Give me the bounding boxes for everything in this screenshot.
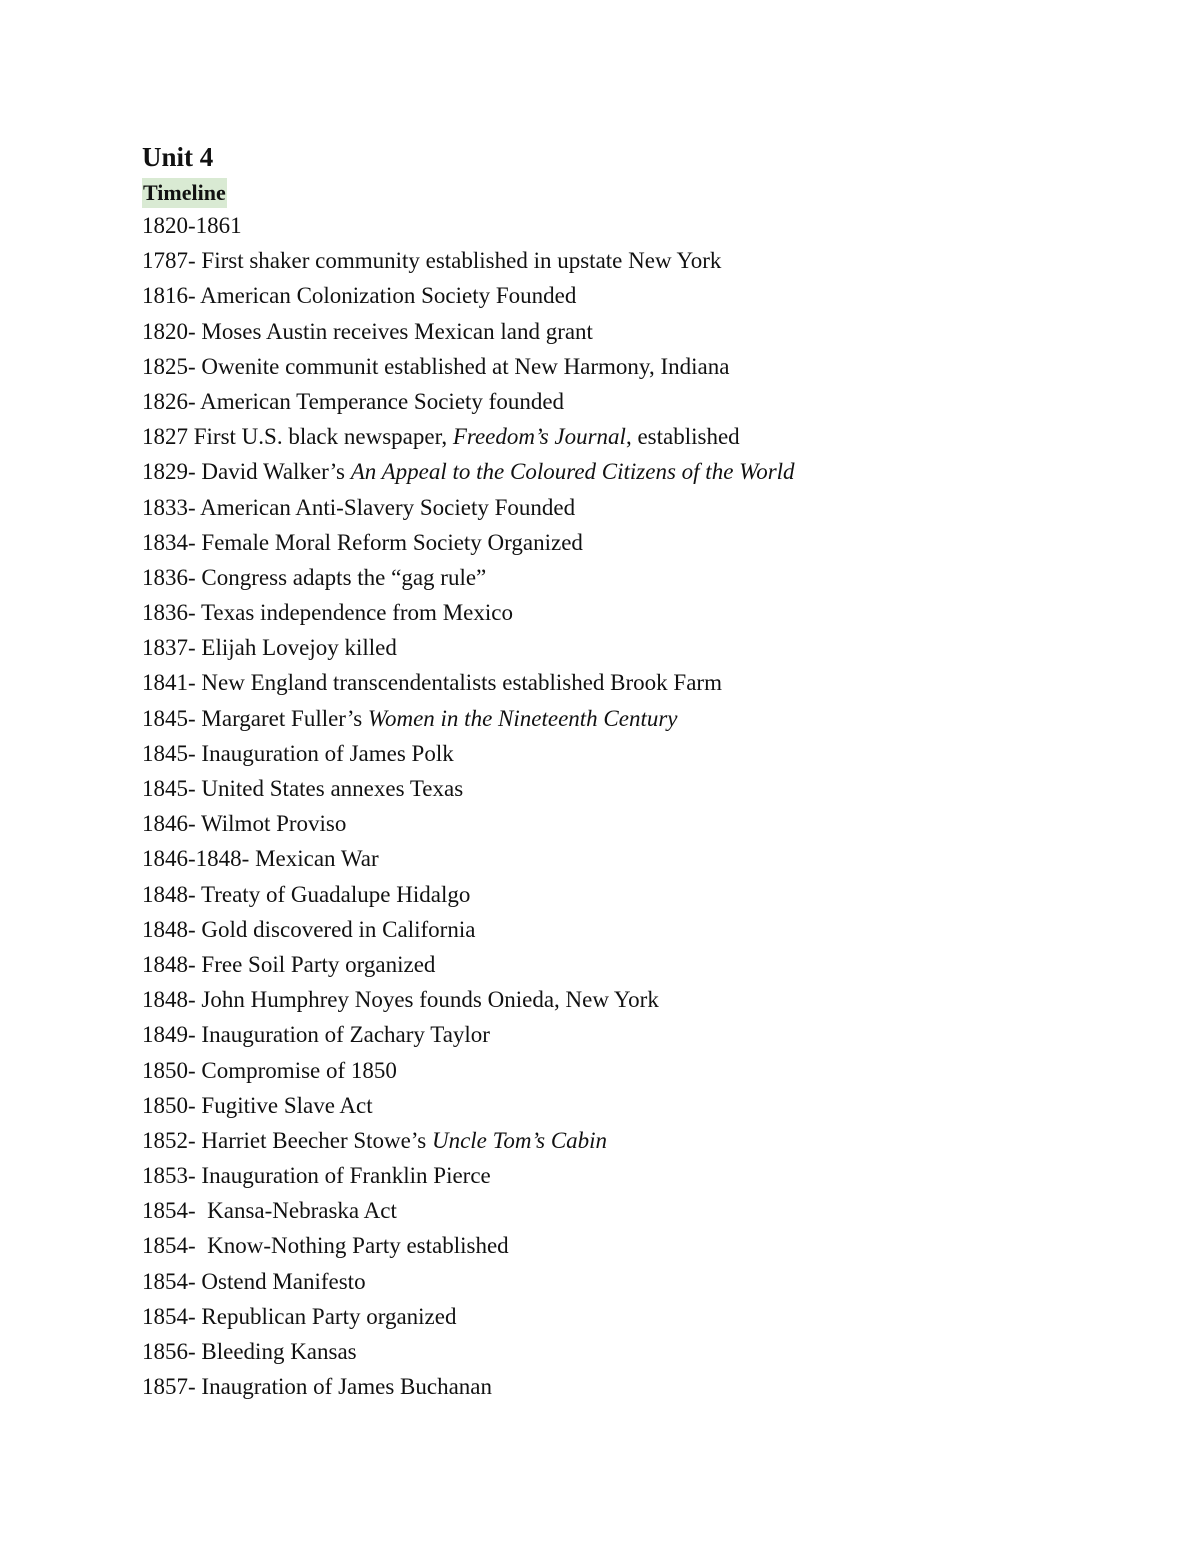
- entry-text: 1850- Compromise of 1850: [142, 1057, 397, 1083]
- timeline-entry: [142, 349, 1142, 384]
- entry-text: 1845- Margaret Fuller’s: [142, 705, 368, 731]
- entry-text: 1837- Elijah Lovejoy killed: [142, 635, 397, 661]
- entry-text: 1849- Inauguration of Zachary Taylor: [142, 1022, 490, 1048]
- unit-title: Unit 4: [142, 142, 214, 172]
- entry-text: 1853- Inauguration of Franklin Pierce: [142, 1163, 491, 1189]
- timeline-entry: [142, 841, 1142, 876]
- timeline-list: [142, 243, 1142, 1404]
- entry-text: 1852- Harriet Beecher Stowe’s: [142, 1127, 432, 1153]
- timeline-heading: Timeline: [142, 178, 227, 208]
- entry-text: 1854- Kansa-Nebraska Act: [142, 1198, 397, 1224]
- timeline-entry: [142, 1017, 1142, 1052]
- timeline-entry: [142, 1264, 1142, 1299]
- entry-text: 1829- David Walker’s: [142, 459, 351, 485]
- timeline-entry: [142, 1053, 1142, 1088]
- timeline-entry: [142, 736, 1142, 771]
- timeline-entry: [142, 490, 1142, 525]
- document-page: [142, 138, 1142, 1404]
- entry-text: 1854- Ostend Manifesto: [142, 1268, 366, 1294]
- entry-text: 1854- Know-Nothing Party established: [142, 1233, 509, 1259]
- entry-text: 1836- Congress adapts the “gag rule”: [142, 564, 487, 590]
- timeline-entry: [142, 771, 1142, 806]
- entry-text: 1845- Inauguration of James Polk: [142, 740, 454, 766]
- entry-text: 1848- Free Soil Party organized: [142, 951, 436, 977]
- entry-work-title: An Appeal to the Coloured Citizens of the World: [350, 459, 795, 485]
- entry-text: 1841- New England transcendentalists established Brook Farm: [142, 670, 722, 696]
- timeline-entry: [142, 701, 1142, 736]
- timeline-entry: [142, 806, 1142, 841]
- entry-text: 1846-1848- Mexican War: [142, 846, 379, 872]
- timeline-entry: [142, 595, 1142, 630]
- timeline-entry: [142, 1334, 1142, 1369]
- timeline-entry: [142, 1158, 1142, 1193]
- timeline-entry: [142, 877, 1142, 912]
- entry-text: 1820- Moses Austin receives Mexican land grant: [142, 318, 593, 344]
- timeline-entry: [142, 419, 1142, 454]
- timeline-entry: [142, 560, 1142, 595]
- timeline-entry: [142, 1193, 1142, 1228]
- entry-text-suffix: , established: [625, 424, 740, 450]
- entry-text: 1833- American Anti-Slavery Society Founded: [142, 494, 576, 520]
- entry-text: 1826- American Temperance Society founded: [142, 388, 565, 414]
- entry-text: 1827 First U.S. black newspaper,: [142, 424, 453, 450]
- timeline-entry: [142, 1299, 1142, 1334]
- timeline-entry: [142, 278, 1142, 313]
- timeline-entry: [142, 243, 1142, 278]
- entry-text: 1834- Female Moral Reform Society Organized: [142, 529, 583, 555]
- entry-text: 1848- John Humphrey Noyes founds Onieda, New York: [142, 987, 659, 1013]
- timeline-entry: [142, 454, 1142, 489]
- entry-text: 1854- Republican Party organized: [142, 1303, 457, 1329]
- entry-text: 1845- United States annexes Texas: [142, 776, 464, 801]
- entry-work-title: Uncle Tom’s Cabin: [431, 1127, 608, 1153]
- timeline-entry: [142, 314, 1142, 349]
- entry-text: 1816- American Colonization Society Founded: [142, 283, 577, 309]
- timeline-entry: [142, 630, 1142, 665]
- timeline-entry: [142, 665, 1142, 700]
- timeline-entry: [142, 384, 1142, 419]
- entry-text: 1825- Owenite communit established at New Harmony, Indiana: [142, 353, 730, 379]
- timeline-entry: [142, 1088, 1142, 1123]
- timeline-entry: [142, 912, 1142, 947]
- timeline-entry: [142, 525, 1142, 560]
- date-range: 1820-1861: [142, 213, 242, 238]
- timeline-entry: [142, 1123, 1142, 1158]
- entry-text: 1857- Inaugration of James Buchanan: [142, 1374, 493, 1400]
- entry-text: 1848- Treaty of Guadalupe Hidalgo: [142, 881, 471, 907]
- entry-text: 1787- First shaker community established in upstate New York: [142, 248, 722, 274]
- entry-text: 1856- Bleeding Kansas: [142, 1339, 357, 1364]
- timeline-entry: [142, 982, 1142, 1017]
- entry-text: 1836- Texas independence from Mexico: [142, 600, 513, 626]
- entry-work-title: Women in the Nineteenth Century: [367, 705, 678, 731]
- timeline-entry: [142, 1228, 1142, 1263]
- timeline-entry: [142, 1369, 1142, 1404]
- timeline-entry: [142, 947, 1142, 982]
- entry-work-title: Freedom’s Journal: [452, 424, 626, 450]
- entry-text: 1848- Gold discovered in California: [142, 916, 476, 942]
- entry-text: 1846- Wilmot Proviso: [142, 811, 347, 837]
- entry-text: 1850- Fugitive Slave Act: [142, 1092, 373, 1118]
